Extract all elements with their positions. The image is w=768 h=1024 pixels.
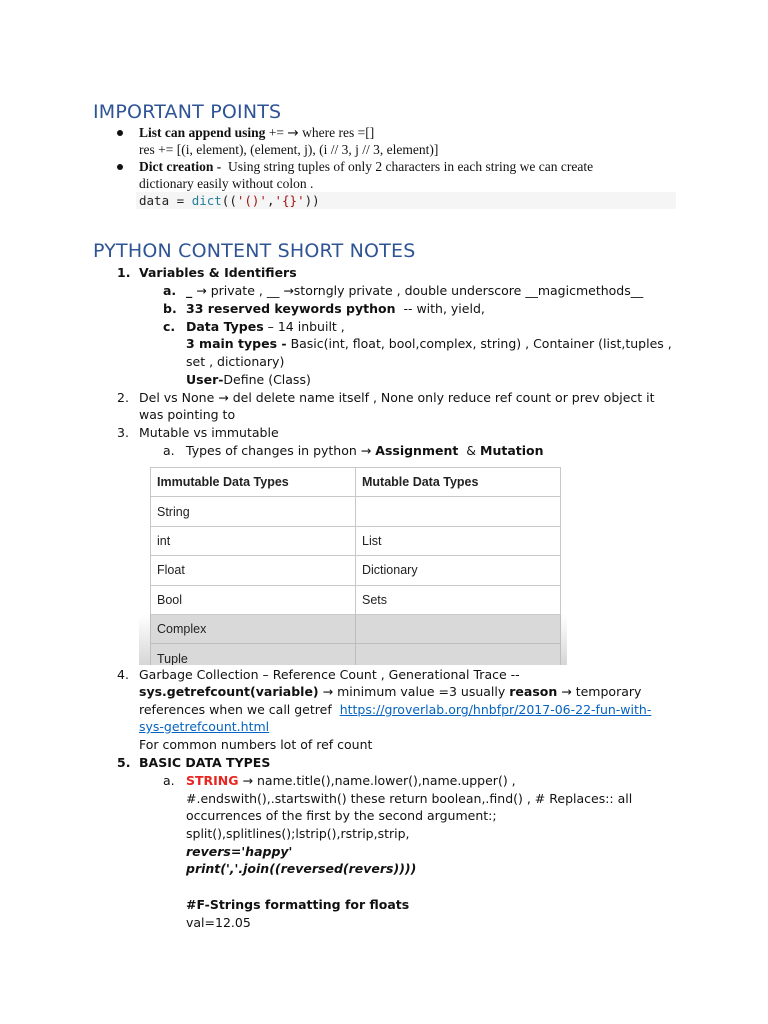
table-cell: String [151,497,356,526]
arrow-icon: → [218,390,229,405]
list-letter: a. [163,443,175,458]
code-paren: )) [304,193,320,208]
code-string: '()' [236,193,267,208]
table-row [151,556,561,585]
table-cell: Complex [151,614,356,643]
bullet-icon [117,130,123,136]
list-number: 2. [117,390,129,405]
item-label: 33 reserved keywords python [186,301,396,316]
sublist-item-datatypes [186,318,345,335]
list-item-del-none-line2: was pointing to [139,407,236,422]
table-cell [356,614,561,643]
sublist-main-types-line2: set , dictionary) [186,354,285,369]
table-row [151,644,561,665]
item-label: _ [186,283,193,298]
list-item-dict-line2: dictionary easily without colon . [139,176,314,191]
sublist-string-line7: #F-Strings formatting for floats [186,897,410,912]
heading-important-points: IMPORTANT POINTS [93,101,282,123]
item-text: & [466,443,477,458]
list-number: 4. [117,667,129,682]
sublist-string-line8: val=12.05 [186,915,251,930]
item-bold: Mutation [480,443,544,458]
item-label: Data Types [186,319,264,334]
list-number: 5. [117,755,131,770]
sublist-string-line6: print(','.join((reversed(revers)))) [186,861,417,876]
code-var: data = [139,193,192,208]
table-cell [356,644,561,665]
list-letter: a. [163,283,177,298]
list-letter: c. [163,319,176,334]
item-text: private , __ [210,283,280,298]
table-row [151,497,561,526]
list-letter: b. [163,301,177,316]
data-types-table-image [139,465,567,665]
item-text: Del vs None [139,390,215,405]
arrow-icon: → [561,684,572,699]
list-item-variables: Variables & Identifiers [139,265,297,280]
arrow-icon: → [283,283,294,298]
sublist-string-line2: #.endswith(),.startswith() these return boolean,.find() , # Replaces:: all [186,791,633,806]
item-keyword-string: STRING [186,773,239,788]
list-item-basic-types: BASIC DATA TYPES [139,755,271,770]
table-row [151,526,561,555]
table-cell: Tuple [151,644,356,665]
code-block [139,192,320,209]
table-row [151,585,561,614]
table-header-row [151,468,561,497]
sublist-string-line4: split(),splitlines();lstrip(),rstrip,strip, [186,826,410,841]
sublist-item-underscore [186,282,643,299]
list-item-garbage-line5: For common numbers lot of ref count [139,737,373,752]
arrow-icon: → [360,443,372,458]
item-bold: reason [509,684,558,699]
item-bold: Assignment [375,443,459,458]
list-letter: a. [163,773,175,788]
item-text: Define (Class) [223,372,311,387]
reference-link-continued[interactable]: sys-getrefcount.html [139,719,270,734]
list-item-garbage-line3 [139,701,651,718]
list-item-del-none [139,389,655,406]
item-text: – 14 inbuilt , [267,319,345,334]
item-text: where res =[] [302,125,375,140]
list-item-garbage-line2 [139,683,641,700]
item-text: storngly private , double underscore __magicmethods__ [293,283,644,298]
sublist-string-line3: occurrences of the first by the second argument:; [186,808,497,823]
code-string: '{}' [274,193,305,208]
list-number: 3. [117,425,129,440]
reference-link[interactable]: https://groverlab.org/hnbfpr/2017-06-22-fun-with- [339,702,652,717]
table-header: Mutable Data Types [356,468,561,497]
item-text: del delete name itself , None only reduce ref count or prev object it [232,390,655,405]
item-label: 3 main types - [186,336,287,351]
item-operator: += [268,125,285,140]
code-comma: , [266,193,275,208]
item-bold: sys.getrefcount(variable) [139,684,319,699]
code-function: dict [191,193,222,208]
list-item-garbage: Garbage Collection – Reference Count , Generational Trace -- [139,667,520,682]
arrow-icon: → [196,283,207,298]
item-text: minimum value =3 usually [337,684,506,699]
bullet-icon [117,164,123,170]
arrow-icon: → [242,773,253,788]
code-paren: (( [221,193,237,208]
item-text: Types of changes in python [186,443,357,458]
table-cell: Bool [151,585,356,614]
table-row [151,614,561,643]
item-text: -- with, yield, [403,301,485,316]
sublist-user-define [186,371,311,388]
heading-python-notes: PYTHON CONTENT SHORT NOTES [93,240,416,262]
table-cell: Float [151,556,356,585]
sublist-item-keywords [186,300,485,317]
arrow-icon: → [322,684,334,699]
sublist-string-line5: revers='happy' [186,844,293,859]
item-text: Using string tuples of only 2 characters in each string we can create [227,159,594,174]
item-text: Basic(int, float, bool,complex, string) , Container (list,tuples , [290,336,672,351]
table-cell: List [356,526,561,555]
item-text: references when we call getref [139,702,332,717]
data-types-table [150,467,561,665]
item-label: List can append using [139,125,266,140]
table-header: Immutable Data Types [151,468,356,497]
list-item-garbage-line4 [139,718,269,735]
table-cell: Dictionary [356,556,561,585]
list-item-dict [139,158,593,175]
list-item-append-line2: res += [(i, element), (element, j), (i // 3, j // 3, element)] [139,142,439,157]
sublist-item-string [186,772,516,789]
table-cell: Sets [356,585,561,614]
item-label: Dict creation - [139,159,222,174]
arrow-icon: → [287,125,299,141]
table-cell [356,497,561,526]
item-text: name.title(),name.lower(),name.upper() , [256,773,516,788]
list-item-append [139,124,374,142]
list-item-mutable: Mutable vs immutable [139,425,279,440]
sublist-item-changes [186,442,544,459]
list-number: 1. [117,265,131,280]
item-label: User- [186,372,224,387]
sublist-main-types [186,335,672,352]
table-cell: int [151,526,356,555]
item-text: temporary [575,684,642,699]
